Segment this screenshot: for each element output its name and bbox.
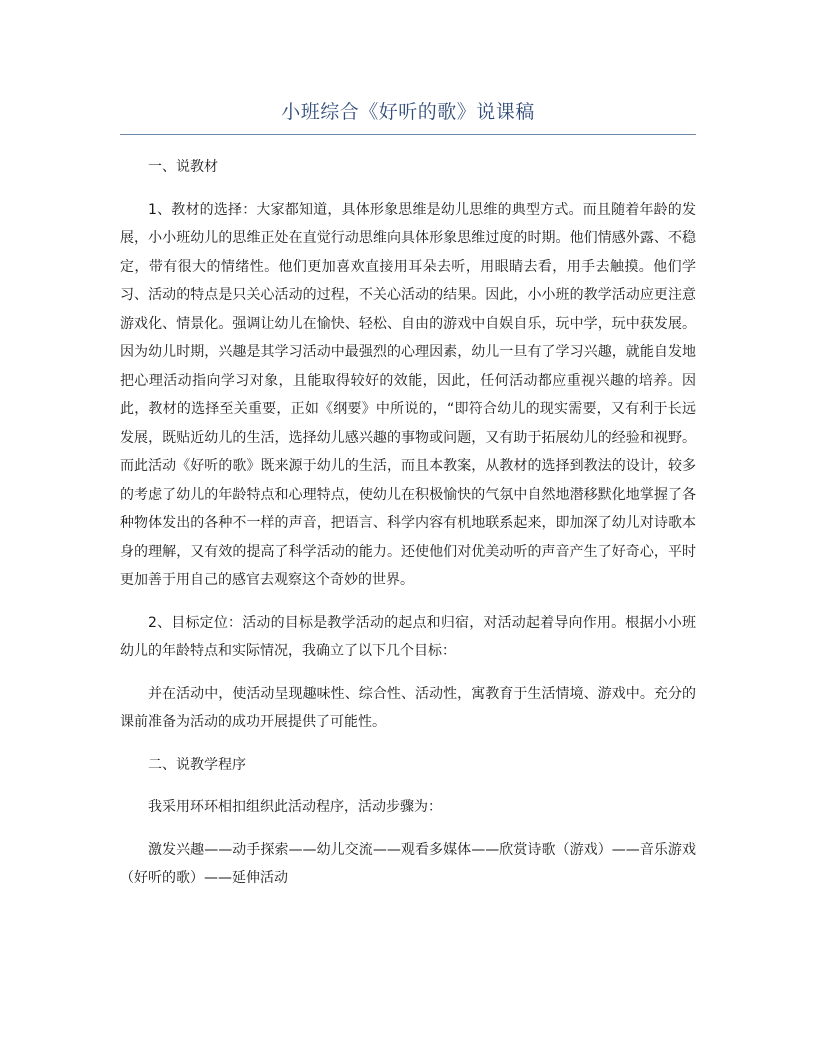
- paragraph-procedure-intro: 我采用环环相扣组织此活动程序，活动步骤为：: [148, 799, 442, 815]
- paragraph-goal-setting: 2、目标定位：活动的目标是教学活动的起点和归宿，对活动起着导向作用。根据小小班幼儿的年龄特点和实际情况，我确立了以下几个目标：: [120, 614, 696, 659]
- document-title: 小班综合《好听的歌》说课稿: [281, 101, 535, 123]
- paragraph-procedure-steps: 激发兴趣——动手探索——幼儿交流——观看多媒体——欣赏诗歌（游戏）——音乐游戏（好听的歌）——延伸活动: [120, 841, 696, 886]
- document-body: [120, 153, 696, 907]
- section-heading-procedure: 二、说教学程序: [148, 756, 246, 773]
- paragraph-activity-features: 并在活动中，使活动呈现趣味性、综合性、活动性，寓教育于生活情境、游戏中。充分的课前准备为活动的成功开展提供了可能性。: [120, 685, 696, 730]
- section-heading-materials: 一、说教材: [148, 159, 218, 175]
- paragraph-material-selection: 1、教材的选择：大家都知道，具体形象思维是幼儿思维的典型方式。而且随着年龄的发展，小小班幼儿的思维正处在直觉行动思维向具体形象思维过度的时期。他们情感外露、不稳定，带有很大的情绪性。他们更加喜欢直接用耳朵去听，用眼睛去看，用手去触摸。他们学习、活动的特点是只关心活动的过程，不关心活动的结果。因此，小小班的教学活动应更注意游戏化、情景化。强调让幼儿在愉快、轻松、自由的游戏中自娱自乐，玩中学，玩中获发展。因为幼儿时期，兴趣是其学习活动中最强烈的心理因素，幼儿一旦有了学习兴趣，就能自发地把心理活动指向学习对象，且能取得较好的效能，因此，任何活动都应重视兴趣的培养。因此，教材的选择至关重要，正如《纲要》中所说的，“即符合幼儿的现实需要，又有利于长远发展，既贴近幼儿的生活，选择幼儿感兴趣的事物或问题，又有助于拓展幼儿的经验和视野。而此活动《好听的歌》既来源于幼儿的生活，而且本教案，从教材的选择到教法的设计，较多的考虑了幼儿的年龄特点和心理特点，使幼儿在积极愉快的气氛中自然地潜移默化地掌握了各种物体发出的各种不一样的声音，把语言、科学内容有机地联系起来，即加深了幼儿对诗歌本身的理解，又有效的提高了科学活动的能力。还使他们对优美动听的声音产生了好奇心，平时更加善于用自己的感官去观察这个奇妙的世界。: [120, 201, 696, 588]
- title-divider: [120, 134, 696, 135]
